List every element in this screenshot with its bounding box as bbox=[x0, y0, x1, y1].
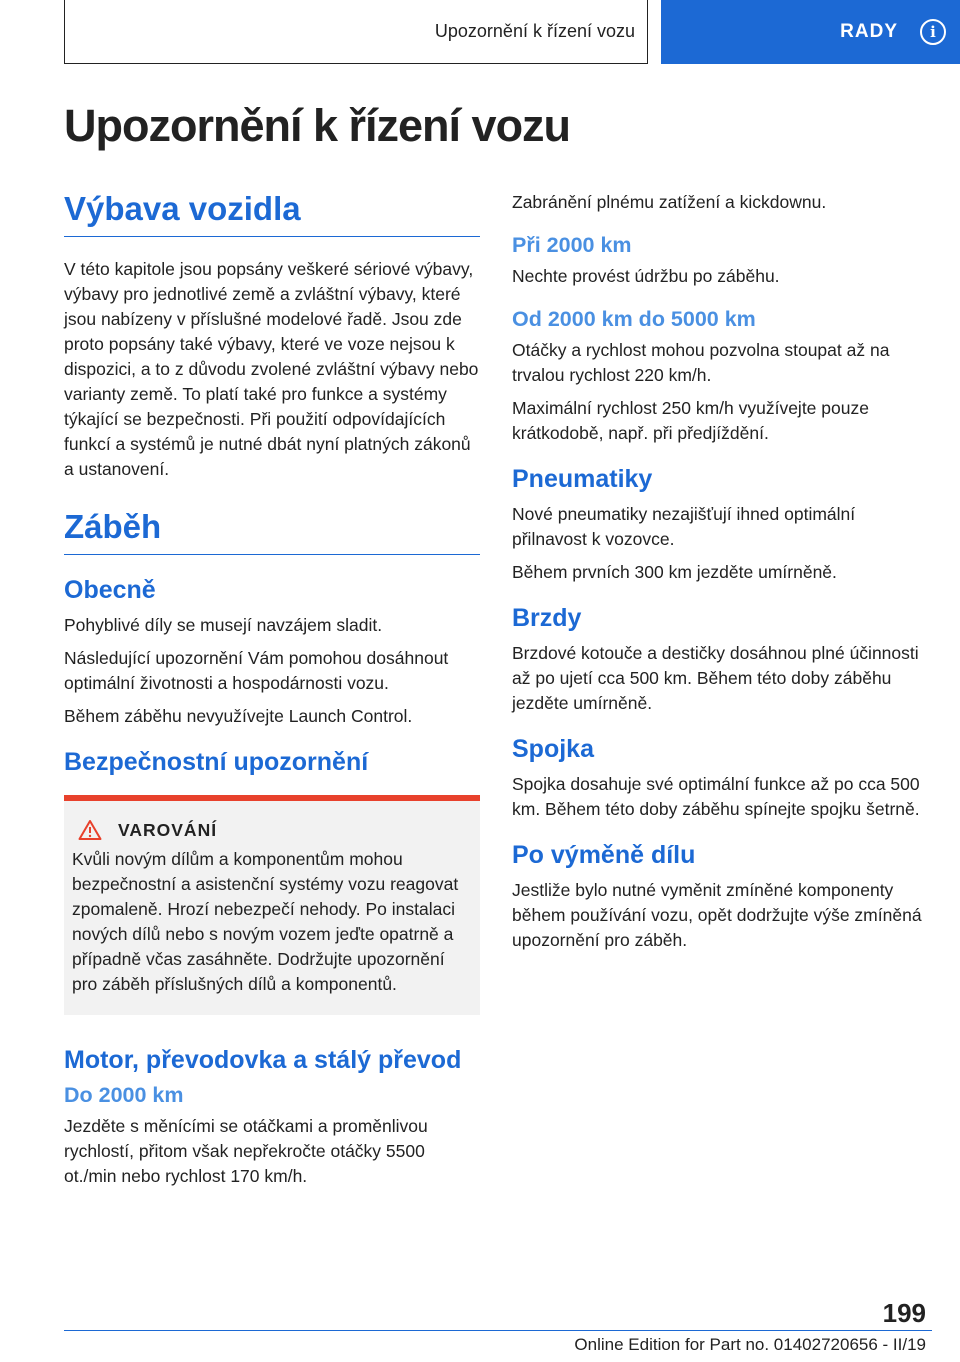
pri-2000-km-text: Nechte provést údržbu po záběhu. bbox=[512, 266, 780, 286]
heading-pri-2000-km: Při 2000 km bbox=[512, 233, 632, 257]
heading-od-2000-do-5000-km: Od 2000 km do 5000 km bbox=[512, 307, 756, 331]
left-column bbox=[64, 190, 480, 1197]
right-column bbox=[512, 190, 932, 961]
header-section-title: Upozornění k řízení vozu bbox=[434, 21, 635, 41]
info-icon[interactable]: i bbox=[920, 19, 946, 45]
pneumatiky-p2: Během prvních 300 km jezděte umírněně. bbox=[512, 562, 837, 582]
warning-text: Kvůli novým dílům a komponentům mohou bezpečnostní a asistenční systémy vozu reagovat zpomaleně. Hrozí nebezpečí nehody. Po instalaci nových dílů nebo s novým vozem jeďte opatrně a případně včas zasáhněte. Dodržujte upozornění pro záběh příslušných dílů a komponentů. bbox=[72, 849, 459, 994]
heading-spojka: Spojka bbox=[512, 735, 594, 763]
heading-obecne: Obecně bbox=[64, 576, 156, 604]
obecne-p2: Následující upozornění Vám pomohou dosáhnout optimální životnosti a hospodárnosti vozu. bbox=[64, 648, 449, 693]
warning-triangle-icon bbox=[78, 819, 102, 841]
do-2000-km-text: Jezděte s měnícími se otáčkami a proměnlivou rychlostí, přitom však nepřekročte otáčky 5500 ot./min nebo rychlost 170 km/h. bbox=[64, 1116, 428, 1186]
kickdown-text: Zabránění plnému zatížení a kickdownu. bbox=[512, 192, 827, 212]
footer-divider bbox=[64, 1330, 932, 1331]
obecne-p1: Pohyblivé díly se musejí navzájem sladit. bbox=[64, 615, 383, 635]
heading-brzdy: Brzdy bbox=[512, 604, 582, 632]
footer-edition: Online Edition for Part no. 01402720656 - II/19 bbox=[574, 1335, 926, 1354]
heading-vybava-vozidla: Výbava vozidla bbox=[64, 190, 480, 237]
heading-motor-prevodovka: Motor, převodovka a stálý převod bbox=[64, 1046, 462, 1074]
vymena-text: Jestliže bylo nutné vyměnit zmíněné komponenty během používání vozu, opět dodržujte výše zmíněná upozornění pro záběh. bbox=[512, 880, 922, 950]
header-section-box bbox=[64, 0, 648, 64]
warning-header bbox=[72, 819, 468, 841]
page-number: 199 bbox=[882, 1298, 926, 1328]
heading-po-vymene-dilu: Po výměně dílu bbox=[512, 841, 696, 869]
spojka-text: Spojka dosahuje své optimální funkce až po cca 500 km. Během této doby záběhu spínejte spojku šetrně. bbox=[512, 774, 920, 819]
heading-bezpecnostni-upozorneni: Bezpečnostní upozornění bbox=[64, 748, 369, 776]
pneumatiky-p1: Nové pneumatiky nezajišťují ihned optimální přilnavost k vozovce. bbox=[512, 504, 856, 549]
warning-title: VAROVÁNÍ bbox=[118, 819, 218, 840]
vybava-text: V této kapitole jsou popsány veškeré sériové výbavy, výbavy pro jednotlivé země a zvláštní výbavy, které jsou nabízeny v příslušné modelové řadě. Jsou zde proto popsány také výbavy, které ve voze nejsou k dispozici, a to z důvodu zvolené zvláštní výbavy nebo varianty země. To platí také pro funkce a systémy týkající se bezpečnosti. Při použití odpovídajících funkcí a systémů je nutné dbát nyní platných zákonů a ustanovení. bbox=[64, 259, 479, 479]
obecne-p3: Během záběhu nevyužívejte Launch Control. bbox=[64, 706, 413, 726]
brzdy-text: Brzdové kotouče a destičky dosáhnou plné účinnosti až po ujetí cca 500 km. Během této doby záběhu jezděte umírněně. bbox=[512, 643, 919, 713]
heading-zabeh: Záběh bbox=[64, 508, 480, 555]
od-2000-km-p1: Otáčky a rychlost mohou pozvolna stoupat až na trvalou rychlost 220 km/h. bbox=[512, 340, 890, 385]
header-chapter-tab[interactable] bbox=[661, 0, 960, 64]
heading-do-2000-km: Do 2000 km bbox=[64, 1083, 184, 1107]
warning-box bbox=[64, 795, 480, 1015]
od-2000-km-p2: Maximální rychlost 250 km/h využívejte pouze krátkodobě, např. při předjíždění. bbox=[512, 398, 869, 443]
page-title: Upozornění k řízení vozu bbox=[64, 100, 571, 151]
header-chapter-label: RADY bbox=[840, 21, 898, 42]
heading-pneumatiky: Pneumatiky bbox=[512, 465, 653, 493]
